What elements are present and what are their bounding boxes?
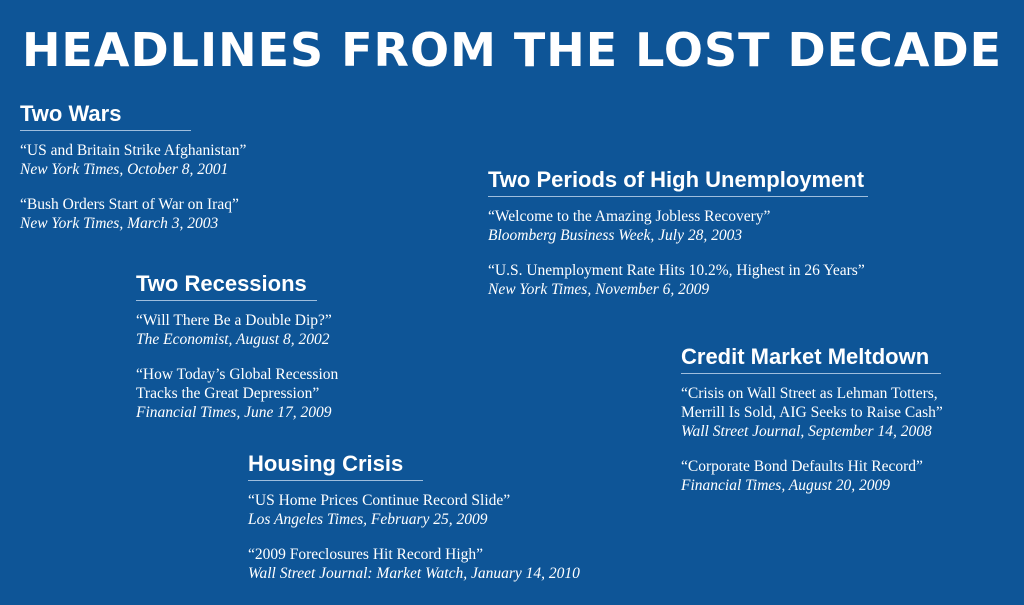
headline-item (20, 141, 246, 179)
headline-text: “Bush Orders Start of War on Iraq” (20, 196, 239, 213)
headline-item (488, 261, 868, 299)
headline-source: Financial Times, August 20, 2009 (681, 477, 890, 494)
headline-text: “US and Britain Strike Afghanistan” (20, 142, 247, 159)
headline-item (248, 545, 580, 583)
section-heading: Two Wars (20, 101, 191, 131)
section-high-unemployment (488, 167, 868, 299)
headline-source: Los Angeles Times, February 25, 2009 (248, 511, 488, 528)
headline-source: The Economist, August 8, 2002 (136, 331, 330, 348)
section-credit-market-meltdown (681, 344, 943, 495)
headline-source: Wall Street Journal: Market Watch, January 14, 2010 (248, 565, 580, 582)
headline-text: “Will There Be a Double Dip?” (136, 312, 332, 329)
headline-item (488, 207, 868, 245)
headline-item (681, 457, 943, 495)
section-heading: Housing Crisis (248, 451, 423, 481)
section-two-recessions (136, 271, 338, 422)
section-two-wars (20, 101, 246, 233)
headline-text: “Welcome to the Amazing Jobless Recovery” (488, 208, 771, 225)
headline-source: Financial Times, June 17, 2009 (136, 404, 332, 421)
headline-source: Bloomberg Business Week, July 28, 2003 (488, 227, 743, 244)
headline-text: “How Today’s Global Recession Tracks the Great Depression” (136, 366, 339, 402)
headline-source: New York Times, March 3, 2003 (20, 215, 219, 232)
page-title: HEADLINES FROM THE LOST DECADE (21, 23, 1003, 77)
headline-text: “US Home Prices Continue Record Slide” (248, 492, 511, 509)
headline-source: New York Times, October 8, 2001 (20, 161, 229, 178)
headline-item (681, 384, 943, 441)
section-housing-crisis (248, 451, 580, 583)
headline-text: “Corporate Bond Defaults Hit Record” (681, 458, 923, 475)
section-heading: Two Periods of High Unemployment (488, 167, 868, 197)
headline-text: “U.S. Unemployment Rate Hits 10.2%, Highest in 26 Years” (488, 262, 865, 279)
headline-text: “2009 Foreclosures Hit Record High” (248, 546, 484, 563)
headline-item (136, 311, 338, 349)
headline-item (136, 365, 338, 422)
section-heading: Credit Market Meltdown (681, 344, 941, 374)
headline-source: Wall Street Journal, September 14, 2008 (681, 423, 932, 440)
headline-text: “Crisis on Wall Street as Lehman Totters, Merrill Is Sold, AIG Seeks to Raise Cash” (681, 385, 943, 421)
headline-item (20, 195, 246, 233)
headline-source: New York Times, November 6, 2009 (488, 281, 710, 298)
headline-item (248, 491, 580, 529)
section-heading: Two Recessions (136, 271, 317, 301)
